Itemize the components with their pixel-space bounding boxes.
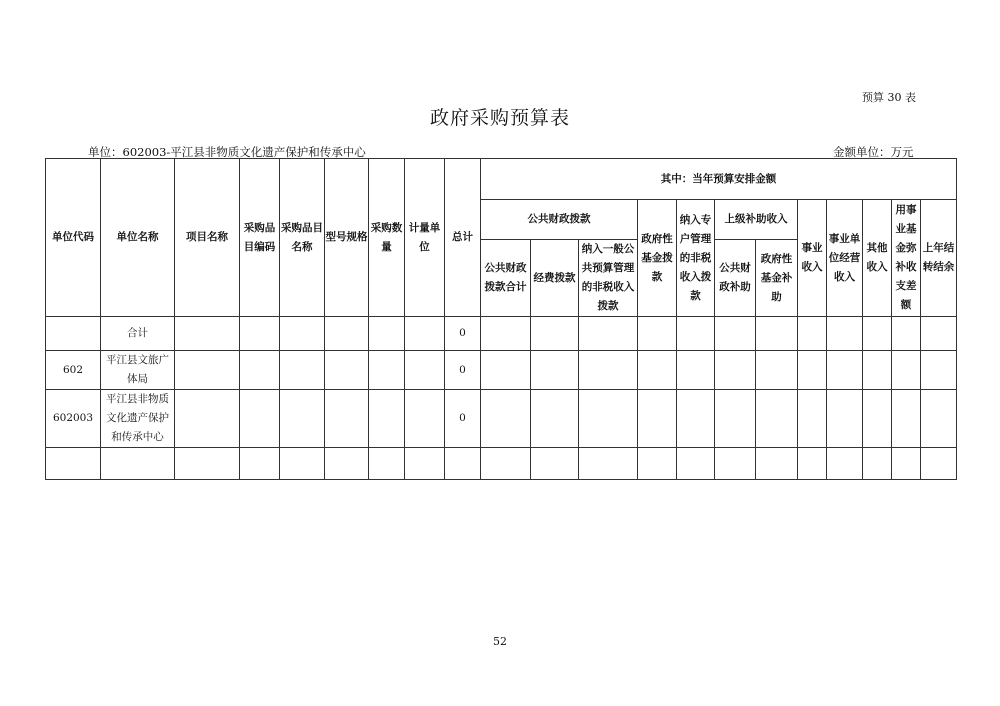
cell-unit-name: [101, 448, 175, 480]
col-special-nontax: 纳入专户管理的非税收入拨款: [677, 200, 715, 317]
col-quantity: 采购数量: [369, 159, 405, 317]
col-other-income: 其他收入: [863, 200, 892, 317]
page-number: 52: [493, 635, 507, 648]
table-row: [46, 351, 957, 390]
cell-total: 0: [445, 390, 481, 448]
cell-unit-code: [46, 448, 101, 480]
table-row: [46, 390, 957, 448]
cell-unit-code: 602: [46, 351, 101, 390]
col-item-code: 采购品目编码: [240, 159, 280, 317]
col-unit-code: 单位代码: [46, 159, 101, 317]
cell-unit-code: [46, 317, 101, 351]
col-career-income: 事业收入: [798, 200, 827, 317]
table-number: 预算 30 表: [862, 91, 916, 104]
cell-unit-name: 平江县文旅广体局: [101, 351, 175, 390]
amount-unit-label: 金额单位：万元: [833, 145, 914, 159]
col-superior-subsidy: 上级补助收入: [715, 200, 798, 240]
cell-total: [445, 448, 481, 480]
cell-unit-name: 平江县非物质文化遗产保护和传承中心: [101, 390, 175, 448]
procurement-budget-table: [45, 158, 957, 480]
table-row: [46, 317, 957, 351]
col-fund-gap: 用事业基金弥补收支差额: [892, 200, 921, 317]
unit-label: 单位：602003-平江县非物质文化遗产保护和传承中心: [88, 145, 366, 159]
col-gov-fund: 政府性基金拨款: [638, 200, 677, 317]
col-model-spec: 型号规格: [325, 159, 369, 317]
page-title: 政府采购预算表: [429, 107, 570, 129]
col-pf-total: 公共财政拨款合计: [481, 240, 531, 317]
cell-total: 0: [445, 317, 481, 351]
col-operating-income: 事业单位经营收入: [827, 200, 863, 317]
cell-unit-name: 合计: [101, 317, 175, 351]
col-among-current-year: 其中：当年预算安排金额: [481, 159, 957, 200]
col-sup-public: 公共财政补助: [715, 240, 756, 317]
col-sup-fund: 政府性基金补助: [756, 240, 798, 317]
col-pf-expense: 经费拨款: [531, 240, 579, 317]
col-total: 总计: [445, 159, 481, 317]
cell-total: 0: [445, 351, 481, 390]
col-unit-name: 单位名称: [101, 159, 175, 317]
table-row: [46, 448, 957, 480]
col-project-name: 项目名称: [175, 159, 240, 317]
col-public-finance: 公共财政拨款: [481, 200, 638, 240]
col-measure-unit: 计量单位: [405, 159, 445, 317]
col-item-name: 采购品目名称: [280, 159, 325, 317]
col-carryover: 上年结转结余: [921, 200, 957, 317]
cell-unit-code: 602003: [46, 390, 101, 448]
col-pf-nontax: 纳入一般公共预算管理的非税收入拨款: [579, 240, 638, 317]
